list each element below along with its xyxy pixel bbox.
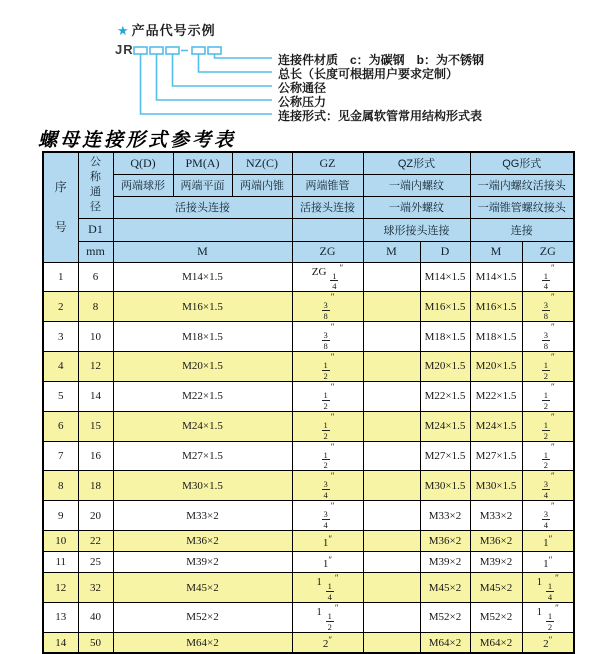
seq-cell: 8 [43, 471, 78, 501]
qz-d-cell: M16×1.5 [420, 292, 470, 322]
qg-zg-cell: $\frac{1}{2}$ ″ [522, 352, 574, 382]
code-label-diameter: 公称通径 [278, 81, 327, 95]
dn-cell: 25 [78, 552, 113, 573]
dn-cell: 8 [78, 292, 113, 322]
qz-m-cell [363, 602, 420, 632]
qg-zg-cell: $\frac{3}{4}$ ″ [522, 501, 574, 531]
header-qg-desc1: 一端内螺纹活接头 [470, 174, 574, 196]
qz-m-cell [363, 531, 420, 552]
qg-m-cell: M52×2 [470, 602, 522, 632]
qg-zg-cell: $\frac{1}{2}$ ″ [522, 381, 574, 411]
star-icon: ★ [117, 23, 130, 38]
qz-m-cell [363, 352, 420, 382]
qz-d-cell: M30×1.5 [420, 471, 470, 501]
qg-zg-cell: $\frac{3}{8}$ ″ [522, 322, 574, 352]
dn-cell: 14 [78, 381, 113, 411]
diagram-title-text: 产品代号示例 [131, 23, 216, 38]
qg-zg-cell: $\frac{1}{4}$ ″ [522, 262, 574, 292]
qz-d-cell: M33×2 [420, 501, 470, 531]
dn-cell: 15 [78, 411, 113, 441]
seq-cell: 7 [43, 441, 78, 471]
header-d: D [420, 241, 470, 262]
header-qg-connection: 连接 [470, 218, 574, 241]
gz-size-cell: ZG $\frac{1}{4}$ ″ [292, 262, 363, 292]
header-m3: M [470, 241, 522, 262]
connector-line-4 [157, 54, 273, 100]
gz-size-cell: $\frac{3}{4}$ ″ [292, 501, 363, 531]
qg-zg-cell: 1″ [522, 531, 574, 552]
qg-zg-cell: $\frac{1}{2}$ ″ [522, 411, 574, 441]
seq-cell: 6 [43, 411, 78, 441]
table-row [43, 471, 574, 501]
header-qz-desc1: 一端内螺纹 [363, 174, 470, 196]
header-qg: QG形式 [470, 152, 574, 174]
qg-zg-cell: 1 $\frac{1}{4}$ ″ [522, 573, 574, 603]
qz-d-cell: M20×1.5 [420, 352, 470, 382]
table-row [43, 262, 574, 292]
gz-size-cell: 2″ [292, 632, 363, 653]
qz-d-cell: M14×1.5 [420, 262, 470, 292]
qz-m-cell [363, 632, 420, 653]
header-union-connection: 活接头连接 [113, 196, 292, 218]
qz-m-cell [363, 552, 420, 573]
qg-zg-cell: 2″ [522, 632, 574, 653]
code-box-4 [192, 47, 205, 54]
nut-table-body [43, 262, 574, 653]
qg-m-cell: M27×1.5 [470, 441, 522, 471]
table-row [43, 352, 574, 382]
gz-size-cell: 1″ [292, 552, 363, 573]
m-thread-cell: M14×1.5 [113, 262, 292, 292]
table-row [43, 573, 574, 603]
code-box-2 [150, 47, 163, 54]
qg-zg-cell: 1″ [522, 552, 574, 573]
header-gz-connection: 活接头连接 [292, 196, 363, 218]
m-thread-cell: M22×1.5 [113, 381, 292, 411]
seq-cell: 3 [43, 322, 78, 352]
seq-cell: 11 [43, 552, 78, 573]
dn-cell: 20 [78, 501, 113, 531]
seq-cell: 12 [43, 573, 78, 603]
qz-d-cell: M22×1.5 [420, 381, 470, 411]
header-dn: 公称通径 [78, 152, 113, 218]
seq-cell: 13 [43, 602, 78, 632]
qg-zg-cell: $\frac{1}{2}$ ″ [522, 441, 574, 471]
qg-m-cell: M20×1.5 [470, 352, 522, 382]
table-row [43, 552, 574, 573]
seq-cell: 5 [43, 381, 78, 411]
connector-line-2 [199, 54, 273, 72]
connector-line-5 [141, 54, 273, 114]
qg-zg-cell: $\frac{3}{4}$ ″ [522, 471, 574, 501]
nut-connection-table [42, 151, 575, 654]
qg-m-cell: M24×1.5 [470, 411, 522, 441]
table-row [43, 441, 574, 471]
table-title: 螺母连接形式参考表 [38, 130, 237, 151]
product-code-prefix: JR [115, 42, 134, 57]
header-nz-desc: 两端内锥 [232, 174, 292, 196]
m-thread-cell: M24×1.5 [113, 411, 292, 441]
m-thread-cell: M45×2 [113, 573, 292, 603]
header-qz-connection: 球形接头连接 [363, 218, 470, 241]
qz-m-cell [363, 501, 420, 531]
header-seq: 序号 [43, 152, 78, 262]
header-q-desc: 两端球形 [113, 174, 173, 196]
dn-cell: 18 [78, 471, 113, 501]
table-row [43, 602, 574, 632]
qg-zg-cell: $\frac{3}{8}$ ″ [522, 292, 574, 322]
code-box-1 [134, 47, 147, 54]
gz-size-cell: $\frac{1}{2}$ ″ [292, 411, 363, 441]
header-d1: D1 [78, 218, 113, 241]
qz-d-cell: M36×2 [420, 531, 470, 552]
gz-size-cell: $\frac{1}{2}$ ″ [292, 381, 363, 411]
header-zg2: ZG [522, 241, 574, 262]
header-qz: QZ形式 [363, 152, 470, 174]
m-thread-cell: M33×2 [113, 501, 292, 531]
header-gz-desc: 两端锥管 [292, 174, 363, 196]
qz-d-cell: M64×2 [420, 632, 470, 653]
seq-cell: 2 [43, 292, 78, 322]
dn-cell: 32 [78, 573, 113, 603]
qg-m-cell: M36×2 [470, 531, 522, 552]
qg-m-cell: M14×1.5 [470, 262, 522, 292]
code-label-length: 总长（长度可根据用户要求定制） [278, 67, 459, 81]
table-row [43, 322, 574, 352]
dn-cell: 16 [78, 441, 113, 471]
qz-m-cell [363, 292, 420, 322]
qg-m-cell: M18×1.5 [470, 322, 522, 352]
qz-d-cell: M18×1.5 [420, 322, 470, 352]
qz-m-cell [363, 441, 420, 471]
header-empty-mid [113, 218, 292, 241]
gz-size-cell: $\frac{1}{2}$ ″ [292, 441, 363, 471]
gz-size-cell: $\frac{3}{4}$ ″ [292, 471, 363, 501]
dn-cell: 22 [78, 531, 113, 552]
qz-m-cell [363, 411, 420, 441]
table-row [43, 381, 574, 411]
qg-m-cell: M16×1.5 [470, 292, 522, 322]
dn-cell: 12 [78, 352, 113, 382]
code-box-5 [208, 47, 221, 54]
qg-m-cell: M39×2 [470, 552, 522, 573]
header-mm: mm [78, 241, 113, 262]
code-label-pressure: 公称压力 [278, 95, 327, 109]
seq-cell: 10 [43, 531, 78, 552]
dn-cell: 10 [78, 322, 113, 352]
m-thread-cell: M64×2 [113, 632, 292, 653]
seq-cell: 4 [43, 352, 78, 382]
code-box-3 [166, 47, 179, 54]
header-empty-gz [292, 218, 363, 241]
gz-size-cell: $\frac{3}{8}$ ″ [292, 322, 363, 352]
seq-cell: 14 [43, 632, 78, 653]
qz-m-cell [363, 262, 420, 292]
m-thread-cell: M39×2 [113, 552, 292, 573]
dn-cell: 40 [78, 602, 113, 632]
dn-cell: 50 [78, 632, 113, 653]
qz-d-cell: M45×2 [420, 573, 470, 603]
gz-size-cell: 1 $\frac{1}{4}$ ″ [292, 573, 363, 603]
header-pm: PM(A) [173, 152, 232, 174]
gz-size-cell: 1″ [292, 531, 363, 552]
qg-m-cell: M45×2 [470, 573, 522, 603]
table-row [43, 501, 574, 531]
code-label-material: 连接件材质 c：为碳钢 b：为不锈钢 [278, 53, 485, 67]
m-thread-cell: M20×1.5 [113, 352, 292, 382]
header-q: Q(D) [113, 152, 173, 174]
m-thread-cell: M27×1.5 [113, 441, 292, 471]
qg-m-cell: M30×1.5 [470, 471, 522, 501]
m-thread-cell: M30×1.5 [113, 471, 292, 501]
qz-m-cell [363, 381, 420, 411]
qz-m-cell [363, 573, 420, 603]
table-row [43, 411, 574, 441]
gz-size-cell: 1 $\frac{1}{2}$ ″ [292, 602, 363, 632]
qz-m-cell [363, 322, 420, 352]
header-pm-desc: 两端平面 [173, 174, 232, 196]
code-label-connection: 连接形式：见金属软管常用结构形式表 [278, 109, 483, 123]
table-row [43, 632, 574, 653]
qz-d-cell: M24×1.5 [420, 411, 470, 441]
m-thread-cell: M36×2 [113, 531, 292, 552]
qg-m-cell: M33×2 [470, 501, 522, 531]
header-qz-desc2: 一端外螺纹 [363, 196, 470, 218]
qg-m-cell: M64×2 [470, 632, 522, 653]
m-thread-cell: M16×1.5 [113, 292, 292, 322]
m-thread-cell: M52×2 [113, 602, 292, 632]
header-qg-desc2: 一端锥管螺纹接头 [470, 196, 574, 218]
qz-d-cell: M39×2 [420, 552, 470, 573]
qz-d-cell: M27×1.5 [420, 441, 470, 471]
m-thread-cell: M18×1.5 [113, 322, 292, 352]
header-gz: GZ [292, 152, 363, 174]
connector-line-1 [215, 54, 273, 58]
qz-d-cell: M52×2 [420, 602, 470, 632]
header-nz: NZ(C) [232, 152, 292, 174]
table-row [43, 531, 574, 552]
gz-size-cell: $\frac{1}{2}$ ″ [292, 352, 363, 382]
qg-m-cell: M22×1.5 [470, 381, 522, 411]
header-zg1: ZG [292, 241, 363, 262]
dn-cell: 6 [78, 262, 113, 292]
gz-size-cell: $\frac{3}{8}$ ″ [292, 292, 363, 322]
seq-cell: 9 [43, 501, 78, 531]
qz-m-cell [363, 471, 420, 501]
header-m2: M [363, 241, 420, 262]
header-m1: M [113, 241, 292, 262]
table-row [43, 292, 574, 322]
qg-zg-cell: 1 $\frac{1}{2}$ ″ [522, 602, 574, 632]
seq-cell: 1 [43, 262, 78, 292]
